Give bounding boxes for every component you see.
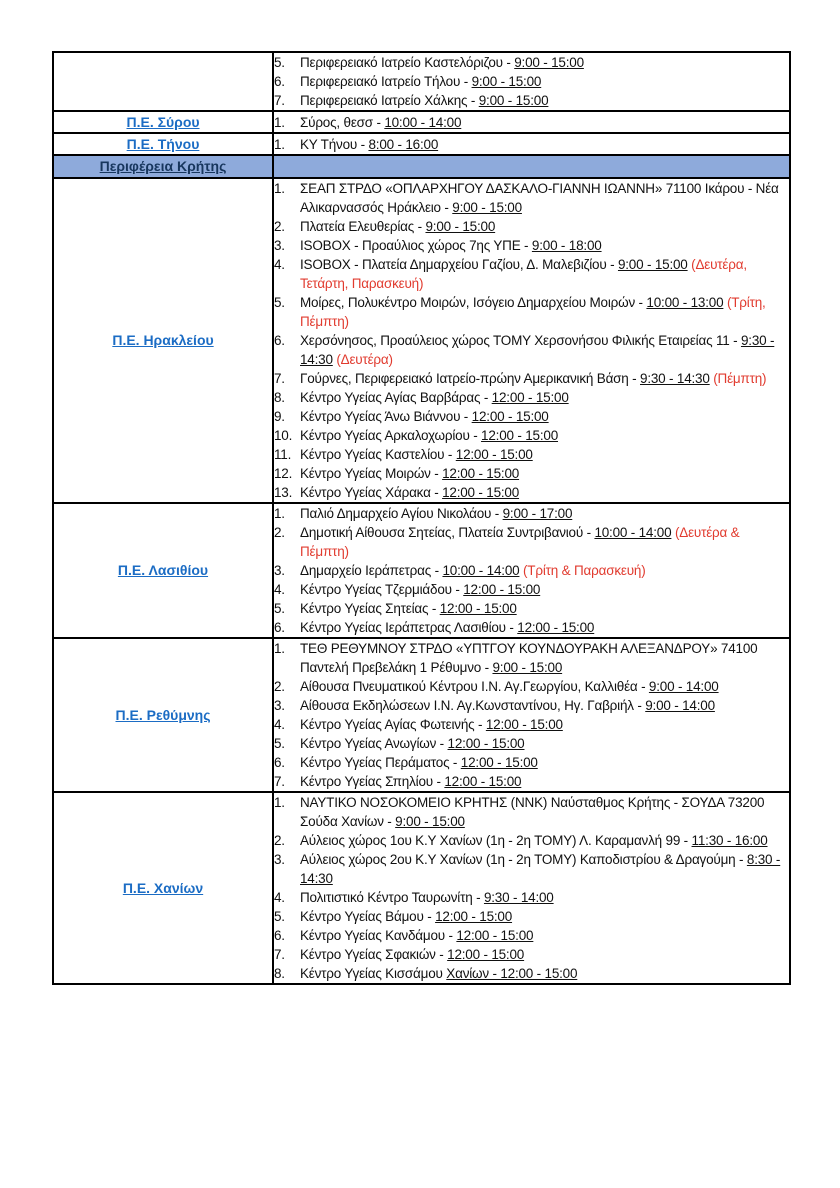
item-text xyxy=(300,255,789,293)
region-row xyxy=(53,52,790,111)
item-number: 5. xyxy=(274,909,285,924)
location-text: Κέντρο Υγείας Καστελίου - xyxy=(300,447,456,462)
item-text xyxy=(300,426,789,445)
day-note: (Δευτέρα & Πέμπτη) xyxy=(300,525,740,559)
item-number: 4. xyxy=(274,582,285,597)
items-cell xyxy=(273,111,790,133)
location-text: Κέντρο Υγείας Ανωγίων - xyxy=(300,736,448,751)
time-range: 12:00 - 15:00 xyxy=(447,736,525,751)
item-number: 4. xyxy=(274,890,285,905)
location-text: Κέντρο Υγείας Χάρακα - xyxy=(300,485,443,500)
item-text xyxy=(300,926,789,945)
item-number: 3. xyxy=(274,238,285,253)
list-item xyxy=(274,580,789,599)
items-cell xyxy=(273,503,790,638)
location-text: ΣΕΑΠ ΣΤΡΔΟ «ΟΠΛΑΡΧΗΓΟΥ ΔΑΣΚΑΛΟ-ΓΙΑΝΝΗ ΙΩΑΝΝΗ» 71100 Ικάρου - Νέα Αλικαρνασσός Ηράκλειο - xyxy=(300,181,779,215)
time-range: 9:00 - 15:00 xyxy=(478,93,549,108)
item-number: 10. xyxy=(274,428,293,443)
list-item xyxy=(274,831,789,850)
time-range: 12:00 - 15:00 xyxy=(435,909,513,924)
region-cell xyxy=(53,638,273,792)
location-text: Περιφερειακό Ιατρείο Χάλκης - xyxy=(300,93,479,108)
time-range: 12:00 - 15:00 xyxy=(460,755,538,770)
group-header-cell xyxy=(53,155,273,178)
item-text xyxy=(300,888,789,907)
location-text: Κέντρο Υγείας Βάμου - xyxy=(300,909,436,924)
items-cell xyxy=(273,638,790,792)
time-range: 9:00 - 14:00 xyxy=(645,698,715,713)
time-range: Χανίων - 12:00 - 15:00 xyxy=(446,966,578,981)
item-number: 1. xyxy=(274,641,285,656)
time-range: 9:00 - 15:00 xyxy=(452,200,522,215)
list-item xyxy=(274,639,789,677)
item-text xyxy=(300,369,789,388)
list-item xyxy=(274,72,789,91)
group-header-spacer xyxy=(273,155,790,178)
list-item xyxy=(274,464,789,483)
group-header-row xyxy=(53,155,790,178)
item-text xyxy=(300,217,789,236)
item-text xyxy=(300,407,789,426)
location-text: Κέντρο Υγείας Αγίας Βαρβάρας - xyxy=(300,390,492,405)
item-text xyxy=(300,753,789,772)
item-number: 3. xyxy=(274,698,285,713)
time-range: 9:00 - 15:00 xyxy=(514,55,584,70)
item-text xyxy=(300,113,789,132)
location-text: Αύλειος χώρος 2ου Κ.Υ Χανίων (1η - 2η ΤΟΜΥ) Καποδιστρίου & Δραγούμη - xyxy=(300,852,747,867)
location-text: ΝΑΥΤΙΚΟ ΝΟΣΟΚΟΜΕΙΟ ΚΡΗΤΗΣ (ΝΝΚ) Ναύσταθμος Κρήτης - ΣΟΥΔΑ 73200 Σούδα Χανίων - xyxy=(300,795,765,829)
time-range: 12:00 - 15:00 xyxy=(439,601,517,616)
list-item xyxy=(274,91,789,110)
list-item xyxy=(274,888,789,907)
item-text xyxy=(300,179,789,217)
item-number: 1. xyxy=(274,136,285,152)
item-number: 1. xyxy=(274,506,285,521)
item-text xyxy=(300,561,789,580)
item-number: 2. xyxy=(274,679,285,694)
time-range: 12:00 - 15:00 xyxy=(447,947,525,962)
location-text: Πολιτιστικό Κέντρο Ταυρωνίτη - xyxy=(300,890,484,905)
item-text xyxy=(300,504,789,523)
time-range: 12:00 - 15:00 xyxy=(491,390,569,405)
region-cell xyxy=(53,792,273,984)
item-number: 6. xyxy=(274,74,285,89)
item-text xyxy=(300,618,789,637)
item-text xyxy=(300,293,789,331)
location-text: Αύλειος χώρος 1ου Κ.Υ Χανίων (1η - 2η ΤΟΜΥ) Λ. Καραμανλή 99 - xyxy=(300,833,692,848)
location-text: Κέντρο Υγείας Αρκαλοχωρίου - xyxy=(300,428,482,443)
time-range: 12:00 - 15:00 xyxy=(481,428,559,443)
location-text: Κέντρο Υγείας Σπηλίου - xyxy=(300,774,445,789)
location-text: Αίθουσα Εκδηλώσεων Ι.Ν. Αγ.Κωνσταντίνου, Ηγ. Γαβριήλ - xyxy=(300,698,646,713)
item-number: 1. xyxy=(274,181,285,196)
region-row xyxy=(53,792,790,984)
region-cell xyxy=(53,52,273,111)
list-item xyxy=(274,388,789,407)
location-text: Κέντρο Υγείας Κανδάμου - xyxy=(300,928,457,943)
list-item xyxy=(274,772,789,791)
day-note: (Δευτέρα) xyxy=(336,352,393,367)
item-text xyxy=(300,91,789,110)
region-row xyxy=(53,638,790,792)
list-item xyxy=(274,677,789,696)
list-item xyxy=(274,369,789,388)
items-cell xyxy=(273,52,790,111)
location-text: Μοίρες, Πολυκέντρο Μοιρών, Ισόγειο Δημαρχείου Μοιρών - xyxy=(300,295,647,310)
list-item xyxy=(274,964,789,983)
item-text xyxy=(300,639,789,677)
list-item xyxy=(274,236,789,255)
region-link[interactable]: Π.Ε. Ηρακλείου xyxy=(112,332,214,348)
region-link[interactable]: Π.Ε. Τήνου xyxy=(126,135,200,152)
item-text xyxy=(300,734,789,753)
item-number: 4. xyxy=(274,717,285,732)
location-text: Κέντρο Υγείας Περάματος - xyxy=(300,755,461,770)
time-range: 9:00 - 15:00 xyxy=(492,660,563,675)
region-cell xyxy=(53,133,273,155)
time-range: 10:00 - 14:00 xyxy=(594,525,672,540)
list-item xyxy=(274,53,789,72)
time-range: 10:00 - 14:00 xyxy=(384,114,462,130)
location-text: Κέντρο Υγείας Σφακιών - xyxy=(300,947,448,962)
item-text xyxy=(300,53,789,72)
item-text xyxy=(300,599,789,618)
location-text: Παλιό Δημαρχείο Αγίου Νικολάου - xyxy=(300,506,503,521)
item-number: 5. xyxy=(274,55,285,70)
item-text xyxy=(300,772,789,791)
item-number: 2. xyxy=(274,219,285,234)
item-number: 5. xyxy=(274,736,285,751)
location-text: Πλατεία Ελευθερίας - xyxy=(300,219,426,234)
list-item xyxy=(274,217,789,236)
list-item xyxy=(274,331,789,369)
region-link[interactable]: Π.Ε. Λασιθίου xyxy=(117,562,209,578)
time-range: 9:30 - 14:30 xyxy=(640,371,710,386)
location-text: Κέντρο Υγείας Αγίας Φωτεινής - xyxy=(300,717,486,732)
item-text xyxy=(300,793,789,831)
item-text xyxy=(300,677,789,696)
item-number: 5. xyxy=(274,295,285,310)
list-item xyxy=(274,293,789,331)
location-text: Δημαρχείο Ιεράπετρας - xyxy=(300,563,443,578)
time-range: 9:00 - 17:00 xyxy=(502,506,573,521)
list-item xyxy=(274,926,789,945)
list-item xyxy=(274,407,789,426)
item-number: 5. xyxy=(274,601,285,616)
region-link[interactable]: Π.Ε. Ρεθύμνης xyxy=(115,706,211,723)
item-number: 3. xyxy=(274,852,285,867)
location-text: Κέντρο Υγείας Ιεράπετρας Λασιθίου - xyxy=(300,620,518,635)
list-item xyxy=(274,504,789,523)
time-range: 9:00 - 14:00 xyxy=(648,679,719,694)
region-row xyxy=(53,178,790,503)
time-range: 11:30 - 16:00 xyxy=(691,833,768,848)
item-number: 1. xyxy=(274,114,285,130)
item-text xyxy=(300,445,789,464)
time-range: 12:00 - 15:00 xyxy=(456,928,534,943)
time-range: 12:00 - 15:00 xyxy=(442,466,520,481)
time-range: 12:00 - 15:00 xyxy=(485,717,563,732)
item-text xyxy=(300,945,789,964)
location-text: Κέντρο Υγείας Άνω Βιάννου - xyxy=(300,409,472,424)
time-range: 9:00 - 18:00 xyxy=(531,238,602,253)
time-range: 9:00 - 15:00 xyxy=(425,219,496,234)
time-range: 12:00 - 15:00 xyxy=(444,774,522,789)
items-cell xyxy=(273,792,790,984)
item-text xyxy=(300,696,789,715)
item-number: 13. xyxy=(274,485,293,500)
list-item xyxy=(274,850,789,888)
item-text xyxy=(300,850,789,888)
item-number: 6. xyxy=(274,333,285,348)
item-number: 7. xyxy=(274,93,285,108)
item-number: 6. xyxy=(274,755,285,770)
list-item xyxy=(274,255,789,293)
item-number: 7. xyxy=(274,774,285,789)
item-number: 6. xyxy=(274,620,285,635)
list-item xyxy=(274,179,789,217)
location-text: ISOBOX - Προαύλιος χώρος 7ης ΥΠΕ - xyxy=(300,238,532,253)
item-text xyxy=(300,72,789,91)
location-text: Κέντρο Υγείας Κισσάμου xyxy=(300,966,447,981)
items-cell xyxy=(273,133,790,155)
list-item xyxy=(274,135,789,154)
list-item xyxy=(274,445,789,464)
location-text: Σύρος, θεσσ - xyxy=(300,114,385,130)
table-body xyxy=(53,52,790,984)
list-item xyxy=(274,599,789,618)
location-text: ISOBOX - Πλατεία Δημαρχείου Γαζίου, Δ. Μαλεβιζίου - xyxy=(300,257,618,272)
time-range: 8:30 - 14:30 xyxy=(300,852,781,886)
item-number: 8. xyxy=(274,966,285,981)
region-cell xyxy=(53,178,273,503)
list-item xyxy=(274,426,789,445)
location-text: Χερσόνησος, Προαύλειος χώρος ΤΟΜΥ Χερσονήσου Φιλικής Εταιρείας 11 - xyxy=(300,333,741,348)
item-number: 9. xyxy=(274,409,285,424)
time-range: 9:30 - 14:00 xyxy=(483,890,554,905)
item-number: 8. xyxy=(274,390,285,405)
item-number: 11. xyxy=(274,447,292,462)
location-text: Κέντρο Υγείας Σητείας - xyxy=(300,601,440,616)
list-item xyxy=(274,483,789,502)
location-text: Περιφερειακό Ιατρείο Καστελόριζου - xyxy=(300,55,515,70)
items-cell xyxy=(273,178,790,503)
health-centers-table xyxy=(52,51,791,985)
time-range: 9:00 - 15:00 xyxy=(395,814,465,829)
day-note: (Τρίτη, Πέμπτη) xyxy=(300,295,766,329)
location-text: ΤΕΘ ΡΕΘΥΜΝΟΥ ΣΤΡΔΟ «ΥΠΤΓΟΥ ΚΟΥΝΔΟΥΡΑΚΗ ΑΛΕΞΑΝΔΡΟΥ» 74100 Παντελή Πρεβελάκη 1 Ρέθυμνο - xyxy=(300,641,758,675)
time-range: 12:00 - 15:00 xyxy=(471,409,549,424)
item-number: 6. xyxy=(274,928,285,943)
time-range: 9:00 - 15:00 xyxy=(617,257,688,272)
item-text xyxy=(300,964,789,983)
region-link[interactable]: Π.Ε. Χανίων xyxy=(122,879,204,896)
time-range: 12:00 - 15:00 xyxy=(442,485,520,500)
item-text xyxy=(300,523,789,561)
item-number: 2. xyxy=(274,525,285,540)
time-range: 9:00 - 15:00 xyxy=(471,74,542,89)
time-range: 10:00 - 13:00 xyxy=(646,295,724,310)
list-item xyxy=(274,523,789,561)
item-number: 1. xyxy=(274,795,285,810)
day-note: (Δευτέρα, Τετάρτη, Παρασκευή) xyxy=(300,257,747,291)
location-text: Περιφερειακό Ιατρείο Τήλου - xyxy=(300,74,472,89)
list-item xyxy=(274,715,789,734)
item-text xyxy=(300,580,789,599)
item-number: 4. xyxy=(274,257,285,272)
location-text: Κέντρο Υγείας Μοιρών - xyxy=(300,466,443,481)
day-note: (Πέμπτη) xyxy=(713,371,767,386)
item-text xyxy=(300,483,789,502)
location-text: Αίθουσα Πνευματικού Κέντρου Ι.Ν. Αγ.Γεωργίου, Καλλιθέα - xyxy=(300,679,649,694)
region-row xyxy=(53,111,790,133)
item-number: 7. xyxy=(274,947,285,962)
list-item xyxy=(274,561,789,580)
item-number: 2. xyxy=(274,833,285,848)
region-cell xyxy=(53,111,273,133)
item-text xyxy=(300,907,789,926)
day-note: (Τρίτη & Παρασκευή) xyxy=(523,563,646,578)
time-range: 9:30 - 14:30 xyxy=(300,333,775,367)
item-text xyxy=(300,236,789,255)
list-item xyxy=(274,793,789,831)
time-range: 12:00 - 15:00 xyxy=(455,447,533,462)
item-text xyxy=(300,831,789,850)
location-text: ΚΥ Τήνου - xyxy=(300,136,369,152)
time-range: 8:00 - 16:00 xyxy=(368,136,439,152)
item-text xyxy=(300,388,789,407)
item-number: 12. xyxy=(274,466,293,481)
item-text xyxy=(300,331,789,369)
time-range: 10:00 - 14:00 xyxy=(442,563,520,578)
location-text: Γούρνες, Περιφερειακό Ιατρείο-πρώην Αμερικανική Βάση - xyxy=(300,371,641,386)
item-number: 7. xyxy=(274,371,285,386)
list-item xyxy=(274,907,789,926)
location-text: Κέντρο Υγείας Τζερμιάδου - xyxy=(300,582,464,597)
region-link[interactable]: Π.Ε. Σύρου xyxy=(126,113,200,130)
time-range: 12:00 - 15:00 xyxy=(463,582,541,597)
location-text: Δημοτική Αίθουσα Σητείας, Πλατεία Συντριβανιού - xyxy=(300,525,595,540)
region-row xyxy=(53,133,790,155)
list-item xyxy=(274,945,789,964)
group-header-label: Περιφέρεια Κρήτης xyxy=(99,158,227,174)
time-range: 12:00 - 15:00 xyxy=(517,620,595,635)
region-row xyxy=(53,503,790,638)
list-item xyxy=(274,113,789,132)
item-text xyxy=(300,715,789,734)
list-item xyxy=(274,696,789,715)
item-number: 3. xyxy=(274,563,285,578)
list-item xyxy=(274,734,789,753)
item-text xyxy=(300,135,789,154)
list-item xyxy=(274,753,789,772)
item-text xyxy=(300,464,789,483)
region-cell xyxy=(53,503,273,638)
list-item xyxy=(274,618,789,637)
